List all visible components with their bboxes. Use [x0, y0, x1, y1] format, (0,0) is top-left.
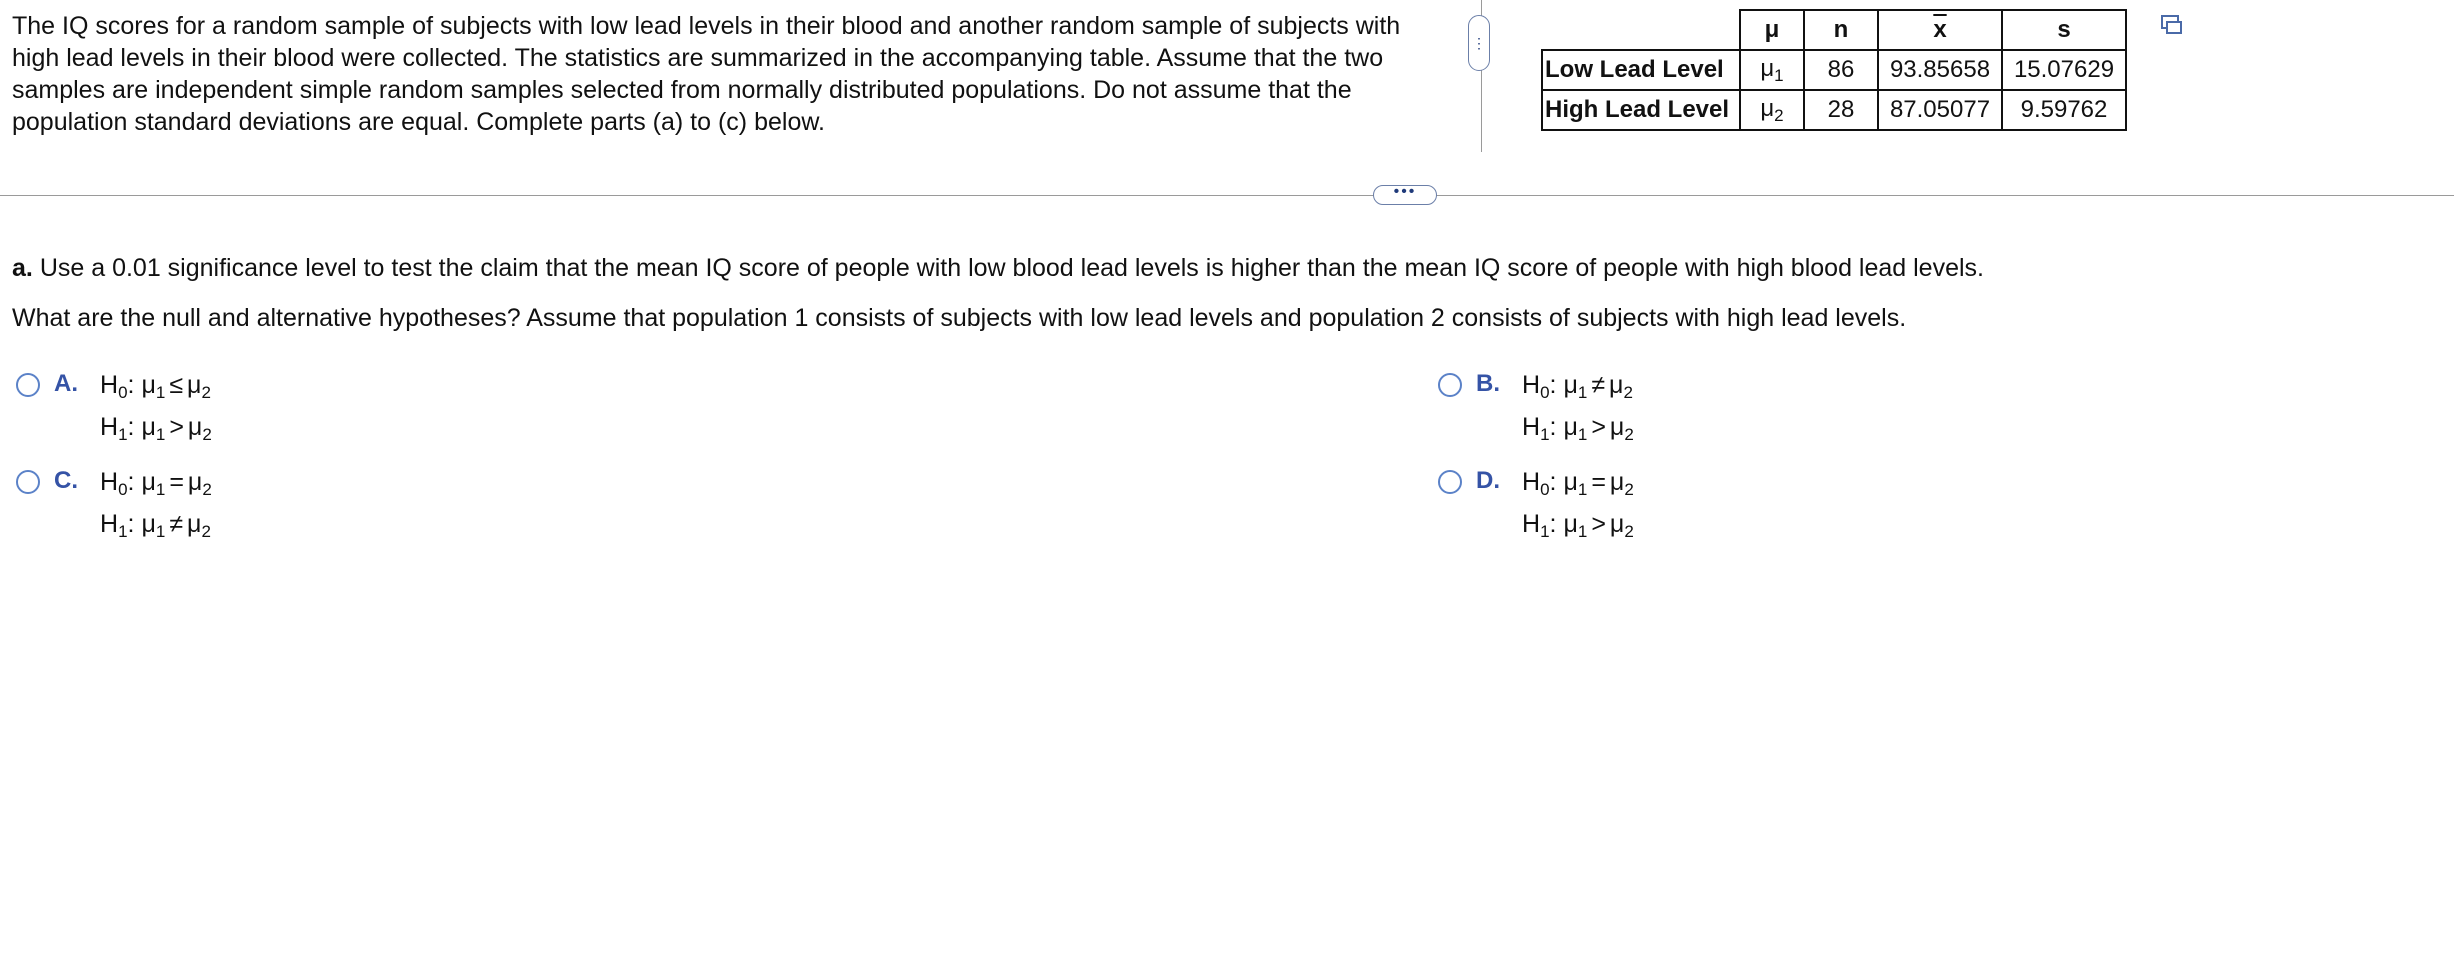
- row-xbar: 87.05077: [1878, 90, 2002, 130]
- row-mu: $\mu_1$: [1740, 50, 1804, 90]
- statistics-table: [1541, 9, 2127, 131]
- null-hypothesis: $H_0$: $\mu_1 = \mu_2$: [100, 468, 212, 499]
- question-prompt: [12, 252, 1984, 284]
- row-s: 9.59762: [2002, 90, 2126, 130]
- horizontal-handle-dots-icon: •••: [1393, 183, 1417, 200]
- option-c-letter: C.: [54, 467, 78, 494]
- part-label: a.: [12, 254, 33, 282]
- option-a-radio[interactable]: [16, 373, 40, 397]
- header-s: s: [2002, 10, 2126, 50]
- alternative-hypothesis: $H_1$: $\mu_1 > \mu_2$: [1522, 413, 1634, 444]
- row-n: 28: [1804, 90, 1878, 130]
- row-label: High Lead Level: [1542, 90, 1740, 130]
- alternative-hypothesis: $H_1$: $\mu_1 > \mu_2$: [1522, 510, 1634, 541]
- option-b-hypotheses: [1522, 370, 1634, 454]
- header-mu: μ: [1740, 10, 1804, 50]
- header-xbar: $\overline{x}$: [1878, 10, 2002, 50]
- row-mu: $\mu_2$: [1740, 90, 1804, 130]
- option-c-radio[interactable]: [16, 470, 40, 494]
- row-label: Low Lead Level: [1542, 50, 1740, 90]
- question-instruction: What are the null and alternative hypotheses? Assume that population 1 consists of subjects with low lead levels and population 2 consists of subjects with high lead levels.: [12, 304, 1907, 332]
- header-blank-cell: [1542, 10, 1740, 50]
- vertical-handle-dots-icon: ⋮: [1472, 35, 1486, 51]
- alternative-hypothesis: $H_1$: $\mu_1 > \mu_2$: [100, 413, 212, 444]
- null-hypothesis: $H_0$: $\mu_1 \ne \mu_2$: [1522, 371, 1633, 402]
- header-n: n: [1804, 10, 1878, 50]
- table-header-row: [1542, 10, 2126, 50]
- option-d-letter: D.: [1476, 467, 1500, 494]
- table-row: [1542, 50, 2126, 90]
- problem-statement: The IQ scores for a random sample of subjects with low lead levels in their blood and another random sample of subjects with high lead levels in their blood were collected. The statistics are summarized in the accompanying table. Assume that the two samples are independent simple random samples selected from normally distributed populations. Do not assume that the population standard deviations are equal. Complete parts (a) to (c) below.: [12, 12, 1401, 136]
- option-a-letter: A.: [54, 370, 78, 397]
- option-d-radio[interactable]: [1438, 470, 1462, 494]
- alternative-hypothesis: $H_1$: $\mu_1 \ne \mu_2$: [100, 510, 211, 541]
- row-xbar: 93.85658: [1878, 50, 2002, 90]
- option-c-hypotheses: [100, 467, 212, 551]
- option-b-letter: B.: [1476, 370, 1500, 397]
- null-hypothesis: $H_0$: $\mu_1 = \mu_2$: [1522, 468, 1634, 499]
- horizontal-resize-handle[interactable]: [1373, 185, 1437, 205]
- horizontal-divider: [0, 195, 2454, 196]
- question-text: Use a 0.01 significance level to test the claim that the mean IQ score of people with low blood lead levels is higher than the mean IQ score of people with high blood lead levels.: [39, 254, 1984, 282]
- option-b-radio[interactable]: [1438, 373, 1462, 397]
- row-n: 86: [1804, 50, 1878, 90]
- vertical-resize-handle[interactable]: [1468, 15, 1490, 71]
- expand-icon[interactable]: [2161, 15, 2183, 35]
- row-s: 15.07629: [2002, 50, 2126, 90]
- option-a-hypotheses: [100, 370, 212, 454]
- option-d-hypotheses: [1522, 467, 1634, 551]
- table-row: [1542, 90, 2126, 130]
- null-hypothesis: $H_0$: $\mu_1 \le \mu_2$: [100, 371, 211, 402]
